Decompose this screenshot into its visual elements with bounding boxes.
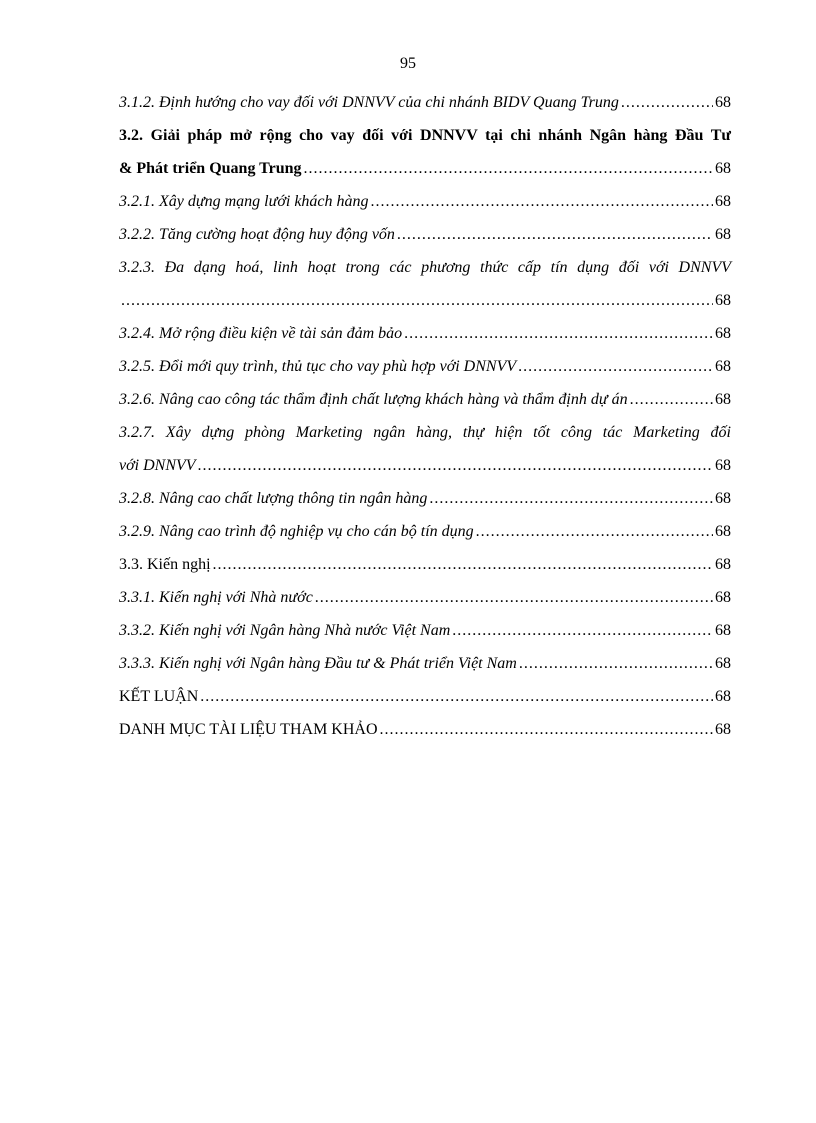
toc-entry[interactable] <box>119 86 731 119</box>
toc-entry[interactable] <box>119 713 731 746</box>
toc-entry-title: 3.3. Kiến nghị <box>119 556 211 573</box>
toc-entry-title: 3.2.2. Tăng cường hoạt động huy động vốn <box>119 226 395 243</box>
toc-entry[interactable] <box>119 647 731 680</box>
toc-page-number: 68 <box>715 721 731 738</box>
toc-entry-title: 3.3.3. Kiến nghị với Ngân hàng Đầu tư & Phát triển Việt Nam <box>119 655 517 672</box>
toc-entry[interactable] <box>119 548 731 581</box>
toc-page-number: 68 <box>715 457 731 474</box>
dot-leader <box>518 350 713 383</box>
toc-entry-title: 3.2.5. Đổi mới quy trình, thủ tục cho vay phù hợp với DNNVV <box>119 358 517 375</box>
dot-leader <box>519 647 713 680</box>
toc-page-number: 68 <box>715 655 731 672</box>
toc-page-number: 68 <box>715 193 731 210</box>
toc-entry-title: KẾT LUẬN <box>119 688 199 705</box>
toc-entry-title: 3.2.6. Nâng cao công tác thẩm định chất lượng khách hàng và thẩm định dự án <box>119 391 628 408</box>
toc-entry[interactable] <box>119 218 731 251</box>
dot-leader <box>371 185 713 218</box>
table-of-contents <box>119 86 731 746</box>
dot-leader <box>630 383 713 416</box>
toc-entry[interactable] <box>119 251 731 317</box>
toc-entry[interactable] <box>119 185 731 218</box>
toc-page-number: 68 <box>715 688 731 705</box>
toc-page-number: 68 <box>715 226 731 243</box>
toc-page-number: 68 <box>715 94 731 111</box>
toc-page-number: 68 <box>715 160 731 177</box>
toc-entry[interactable] <box>119 581 731 614</box>
toc-entry[interactable] <box>119 515 731 548</box>
toc-page-number: 68 <box>715 622 731 639</box>
toc-entry[interactable] <box>119 383 731 416</box>
toc-entry-title: 3.1.2. Định hướng cho vay đối với DNNVV của chi nhánh BIDV Quang Trung <box>119 94 619 111</box>
toc-entry[interactable] <box>119 119 731 185</box>
toc-entry[interactable] <box>119 416 731 482</box>
dot-leader <box>429 482 713 515</box>
toc-page-number: 68 <box>715 589 731 606</box>
toc-entry-title: 3.2.9. Nâng cao trình độ nghiệp vụ cho cán bộ tín dụng <box>119 523 474 540</box>
dot-leader <box>380 713 713 746</box>
dot-leader <box>200 680 713 713</box>
toc-entry-title: 3.3.1. Kiến nghị với Nhà nước <box>119 589 313 606</box>
dot-leader <box>404 317 713 350</box>
toc-entry-title: 3.2.4. Mở rộng điều kiện về tài sản đảm bảo <box>119 325 403 342</box>
toc-page-number: 68 <box>715 358 731 375</box>
page-number: 95 <box>400 55 416 72</box>
dot-leader <box>397 218 713 251</box>
toc-entry-title: DANH MỤC TÀI LIỆU THAM KHẢO <box>119 721 378 738</box>
toc-entry-title: 3.2.3. Đa dạng hoá, linh hoạt trong các phương thức cấp tín dụng đối với DNNVV <box>119 259 731 276</box>
dot-leader <box>198 449 713 482</box>
dot-leader <box>213 548 713 581</box>
dot-leader <box>621 86 713 119</box>
toc-page-number: 68 <box>715 523 731 540</box>
dot-leader <box>304 152 713 185</box>
toc-page-number: 68 <box>715 391 731 408</box>
toc-entry-title: 3.2.1. Xây dựng mạng lưới khách hàng <box>119 193 369 210</box>
toc-entry-title: 3.2.7. Xây dựng phòng Marketing ngân hàng, thự hiện tốt công tác Marketing đối <box>119 424 731 441</box>
dot-leader <box>476 515 713 548</box>
toc-entry-title: 3.2.8. Nâng cao chất lượng thông tin ngân hàng <box>119 490 428 507</box>
toc-entry[interactable] <box>119 614 731 647</box>
dot-leader <box>315 581 713 614</box>
toc-entry[interactable] <box>119 482 731 515</box>
dot-leader <box>452 614 713 647</box>
toc-entry[interactable] <box>119 317 731 350</box>
dot-leader <box>121 284 713 317</box>
toc-entry-title: 3.3.2. Kiến nghị với Ngân hàng Nhà nước Việt Nam <box>119 622 451 639</box>
toc-entry-title: 3.2. Giải pháp mở rộng cho vay đối với DNNVV tại chi nhánh Ngân hàng Đầu Tư <box>119 127 731 144</box>
toc-entry[interactable] <box>119 350 731 383</box>
toc-page-number: 68 <box>715 556 731 573</box>
toc-entry-title: với DNNVV <box>119 457 196 474</box>
toc-page-number: 68 <box>715 292 731 309</box>
toc-page-number: 68 <box>715 490 731 507</box>
toc-entry-title: & Phát triển Quang Trung <box>119 160 302 177</box>
toc-entry[interactable] <box>119 680 731 713</box>
toc-page-number: 68 <box>715 325 731 342</box>
